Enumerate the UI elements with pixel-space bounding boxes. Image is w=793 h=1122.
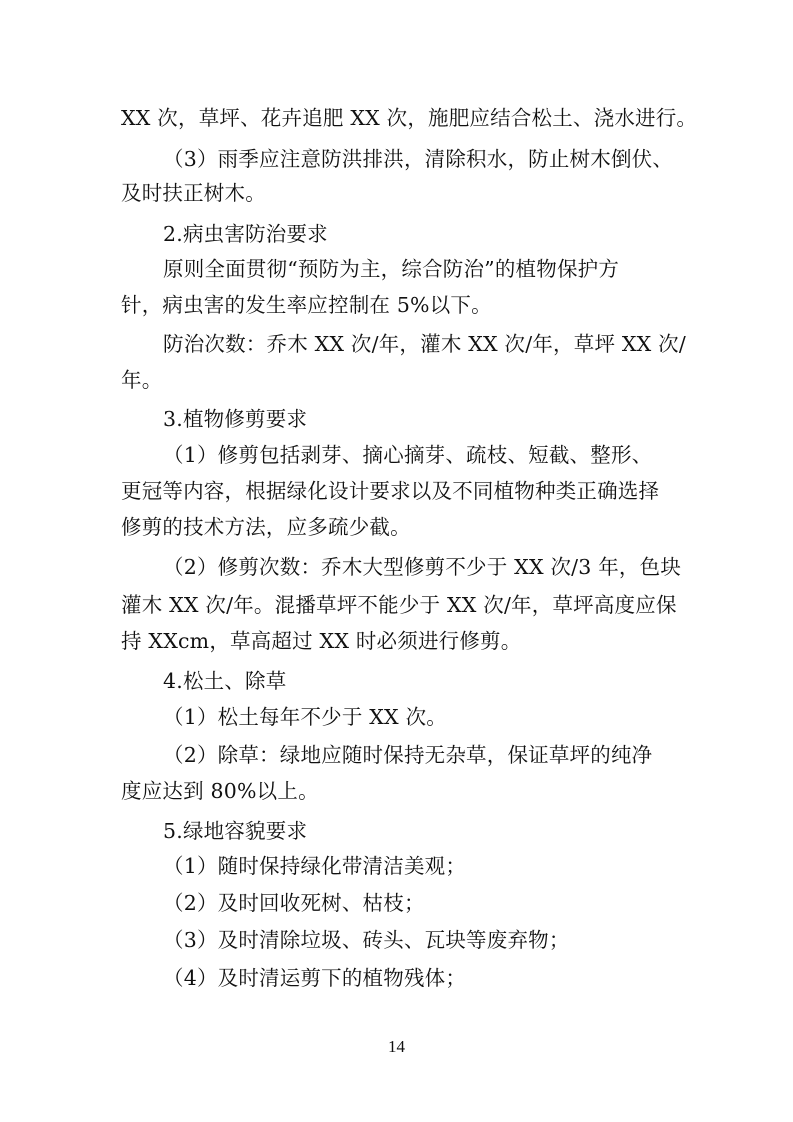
text-line-5: 原则全面贯彻“预防为主，综合防治”的植物保护方 xyxy=(163,257,620,281)
text-line-14: 灌木 XX 次/年。混播草坪不能少于 XX 次/年，草坪高度应保 xyxy=(121,593,677,617)
text-line-15: 持 XXcm，草高超过 XX 时必须进行修剪。 xyxy=(121,629,522,653)
text-line-3: 及时扶正树木。 xyxy=(121,181,266,205)
page-number: 14 xyxy=(388,1037,405,1056)
text-line-7: 防治次数：乔木 XX 次/年，灌木 XX 次/年，草坪 XX 次/ xyxy=(163,332,686,356)
text-line-21: （1）随时保持绿化带清洁美观； xyxy=(163,854,467,878)
text-line-12: 修剪的技术方法，应多疏少截。 xyxy=(121,515,411,539)
text-line-23: （3）及时清除垃圾、砖头、瓦块等废弃物； xyxy=(163,928,570,952)
text-line-18: （2）除草：绿地应随时保持无杂草，保证草坪的纯净 xyxy=(163,743,653,767)
section-heading-3: 3.植物修剪要求 xyxy=(163,407,308,431)
text-line-1: XX 次，草坪、花卉追肥 XX 次，施肥应结合松土、浇水进行。 xyxy=(121,106,698,130)
text-line-13: （2）修剪次数：乔木大型修剪不少于 XX 次/3 年，色块 xyxy=(163,555,682,579)
text-line-19: 度应达到 80%以上。 xyxy=(121,779,319,803)
text-line-17: （1）松土每年不少于 XX 次。 xyxy=(163,705,447,729)
text-line-10: （1）修剪包括剥芽、摘心摘芽、疏枝、短截、整形、 xyxy=(163,443,653,467)
section-heading-4: 4.松土、除草 xyxy=(163,669,287,693)
text-line-24: （4）及时清运剪下的植物残体； xyxy=(163,966,467,990)
text-line-8: 年。 xyxy=(121,368,163,392)
text-line-11: 更冠等内容，根据绿化设计要求以及不同植物种类正确选择 xyxy=(121,479,660,503)
text-line-6: 针，病虫害的发生率应控制在 5%以下。 xyxy=(121,293,492,317)
section-heading-2: 2.病虫害防治要求 xyxy=(163,222,328,246)
text-line-2: （3）雨季应注意防洪排洪，清除积水，防止树木倒伏、 xyxy=(163,147,674,171)
section-heading-5: 5.绿地容貌要求 xyxy=(163,819,308,843)
text-line-22: （2）及时回收死树、枯枝； xyxy=(163,891,425,915)
